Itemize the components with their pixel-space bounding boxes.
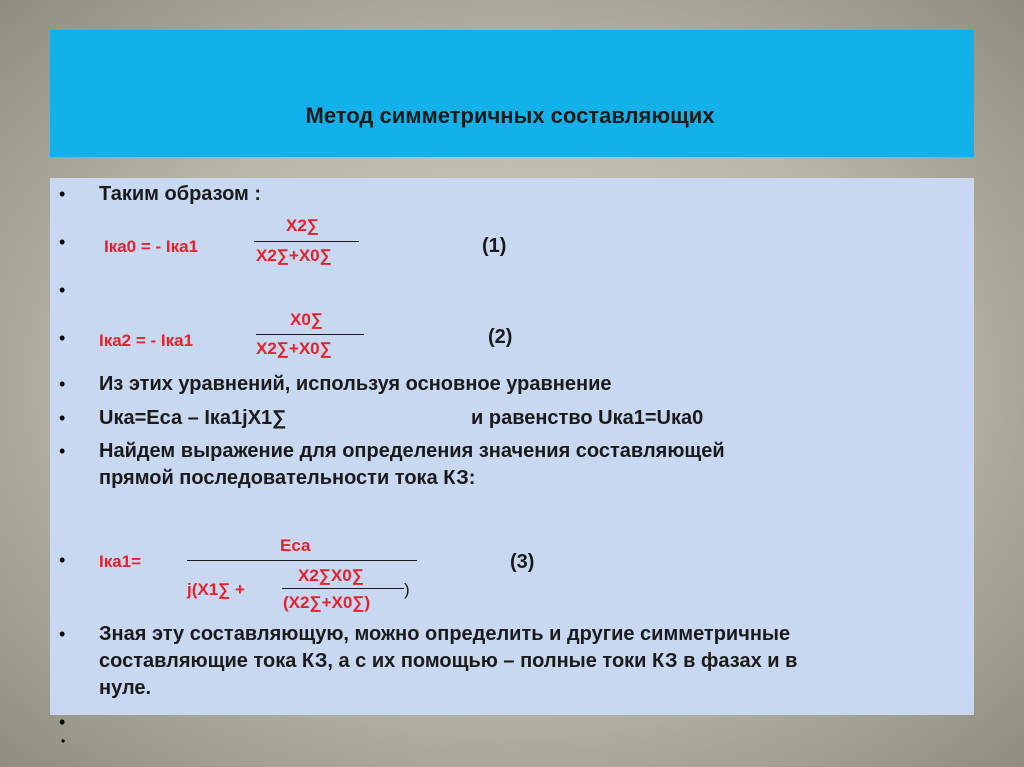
eq2-denominator: X2∑+X0∑ [256,339,332,358]
bullet: • [59,184,66,204]
eq2-number: (2) [488,326,513,348]
text-line-4a: Зная эту составляющую, можно определить и другие симметричные [99,623,791,645]
bullet: • [59,624,66,644]
eq1-number: (1) [482,235,507,257]
eq1-denominator: X2∑+X0∑ [256,246,332,265]
eq3-inner-fraction-bar [282,588,404,589]
eq1-fraction-bar [254,241,359,242]
text-line-3a: Найдем выражение для определения значения составляющей [99,440,725,462]
eq3-main-fraction-bar [187,560,417,561]
eq1-lhs: Iка0 = - Iка1 [104,237,199,256]
bullet: • [61,734,66,748]
text-line-3b: прямой последовательности тока КЗ: [99,467,476,489]
bullet: • [59,280,66,300]
text-line-1: Из этих уравнений, используя основное уравнение [99,373,612,395]
eq3-number: (3) [510,551,535,573]
eq3-inner-denominator: (X2∑+X0∑) [283,593,371,612]
eq3-denominator-prefix: j(X1∑ + [187,580,245,599]
intro-text: Таким образом : [99,183,262,205]
eq2-numerator: X0∑ [290,310,323,329]
slide-title: Метод симметричных составляющих [305,103,715,128]
bullet: • [59,328,66,348]
eq3-numerator: Eса [280,536,311,555]
eq3-inner-numerator: X2∑X0∑ [298,566,364,585]
text-line-2b: и равенство Uка1=Uка0 [471,407,704,429]
bullet: • [59,374,66,394]
eq2-lhs: Iка2 = - Iка1 [99,331,194,350]
eq3-lhs: Iка1= [99,552,142,571]
text-line-2a: Uка=Eса – Iка1jX1∑ [99,407,287,429]
eq2-fraction-bar [256,334,364,335]
bullet: • [59,441,66,461]
title-bar [50,30,974,157]
text-line-4c: нуле. [99,677,152,699]
bullet: • [59,408,66,428]
text-line-4b: составляющие тока КЗ, а с их помощью – полные токи КЗ в фазах и в [99,650,798,672]
bullet: • [59,232,66,252]
bullet: • [59,550,66,570]
bullet: • [59,712,66,732]
eq3-close-paren: ) [404,580,410,599]
eq1-numerator: X2∑ [286,216,319,235]
